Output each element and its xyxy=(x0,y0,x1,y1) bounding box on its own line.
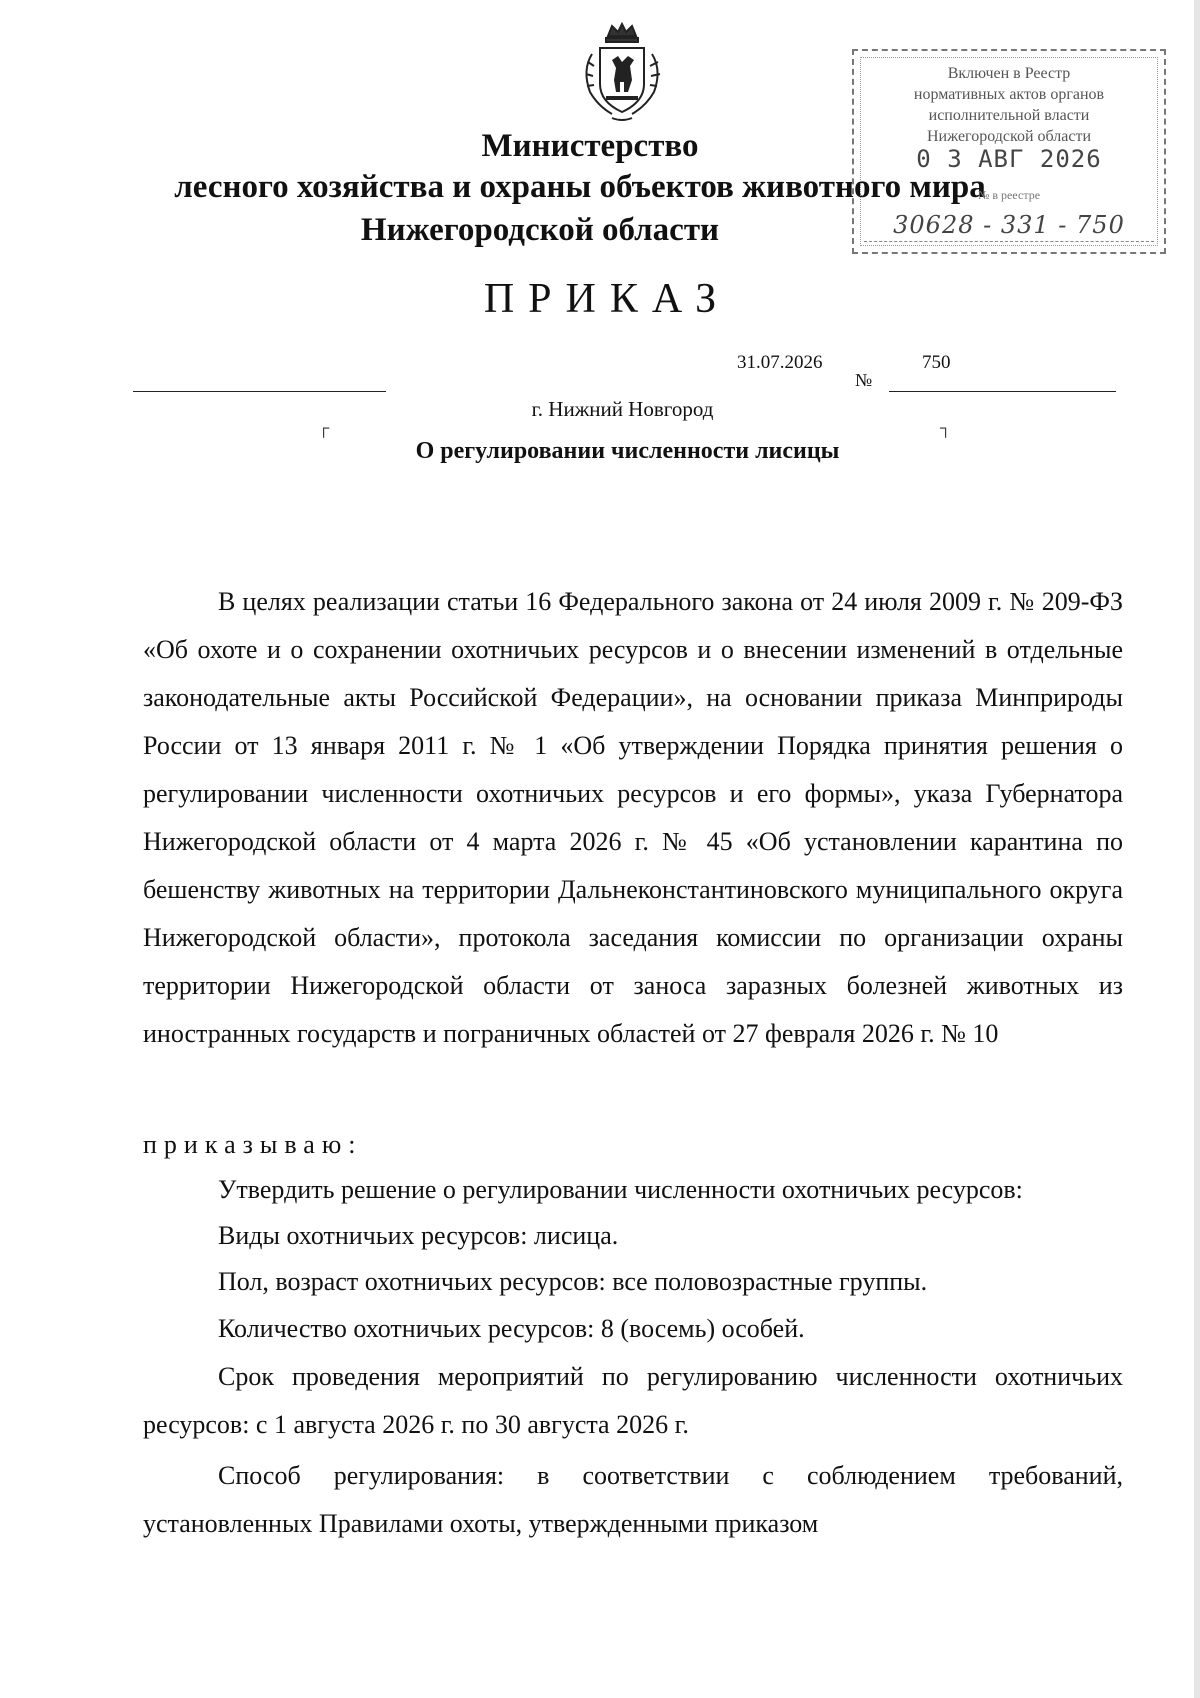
decision-item: Утвердить решение о регулировании численности охотничьих ресурсов: xyxy=(218,1175,1023,1204)
order-subject: О регулировании численности лисицы xyxy=(415,438,840,464)
date-underline xyxy=(133,391,386,392)
decision-item: Количество охотничьих ресурсов: 8 (восемь) особей. xyxy=(218,1314,805,1343)
scan-edge xyxy=(1194,0,1200,1698)
number-underline xyxy=(889,391,1116,392)
stamp-text-line: Включен в Реестр xyxy=(947,65,1071,82)
registry-stamp xyxy=(852,49,1166,254)
method-paragraph: Способ регулирования: в соответствии с соблюдением требований, установленных Правилами охоты, утвержденными приказом xyxy=(143,1461,1123,1538)
stamp-registry-label: № в реестре xyxy=(977,188,1041,202)
stamp-text-line: исполнительной власти xyxy=(928,107,1090,124)
document-title: ПРИКАЗ xyxy=(483,276,731,322)
stamp-text-line: нормативных актов органов xyxy=(913,86,1105,103)
ministry-name-line-1: Министерство xyxy=(481,128,699,164)
stamp-text-line: Нижегородской области xyxy=(926,128,1091,145)
ministry-name-line-3: Нижегородской области xyxy=(360,212,720,248)
ministry-name-line-2: лесного хозяйства и охраны объектов животного мира xyxy=(174,169,986,205)
stamp-rule xyxy=(864,241,1154,242)
decision-item: Виды охотничьих ресурсов: лисица. xyxy=(218,1221,619,1250)
order-number-label: № xyxy=(855,370,873,390)
stamp-date: 0 3 АВГ 2026 xyxy=(916,145,1102,173)
term-paragraph: Срок проведения мероприятий по регулированию численности охотничьих ресурсов: с 1 августа 2026 г. по 30 августа 2026 г. xyxy=(143,1362,1123,1439)
order-date: 31.07.2026 xyxy=(737,352,823,373)
stamp-registry-number: 30628 - 331 - 750 xyxy=(893,211,1125,239)
subject-bracket-left: ┌ xyxy=(318,420,330,437)
order-verb: приказываю: xyxy=(143,1130,363,1159)
coat-of-arms-icon xyxy=(578,22,666,126)
subject-bracket-right: ┐ xyxy=(940,420,952,437)
decision-item: Пол, возраст охотничьих ресурсов: все половозрастные группы. xyxy=(218,1267,928,1296)
city: г. Нижний Новгород xyxy=(531,397,714,421)
preamble-paragraph: В целях реализации статьи 16 Федерального закона от 24 июля 2009 г. № 209-ФЗ «Об охоте и о сохранении охотничьих ресурсов и о внесении изменений в отдельные законодательные акты Российской Федерации», на основании приказа Минприроды России от 13 января 2011 г. № 1 «Об утверждении Порядка принятия решения о регулировании численности охотничьих ресурсов и его формы», указа Губернатора Нижегородской области от 4 марта 2026 г. № 45 «Об установлении карантина по бешенству животных на территории Дальнеконстантиновского муниципального округа Нижегородской области», протокола заседания комиссии по организации охраны территории Нижегородской области от заноса заразных болезней животных из иностранных государств и пограничных областей от 27 февраля 2026 г. № 10 xyxy=(143,587,1123,1048)
order-number: 750 xyxy=(922,352,951,373)
